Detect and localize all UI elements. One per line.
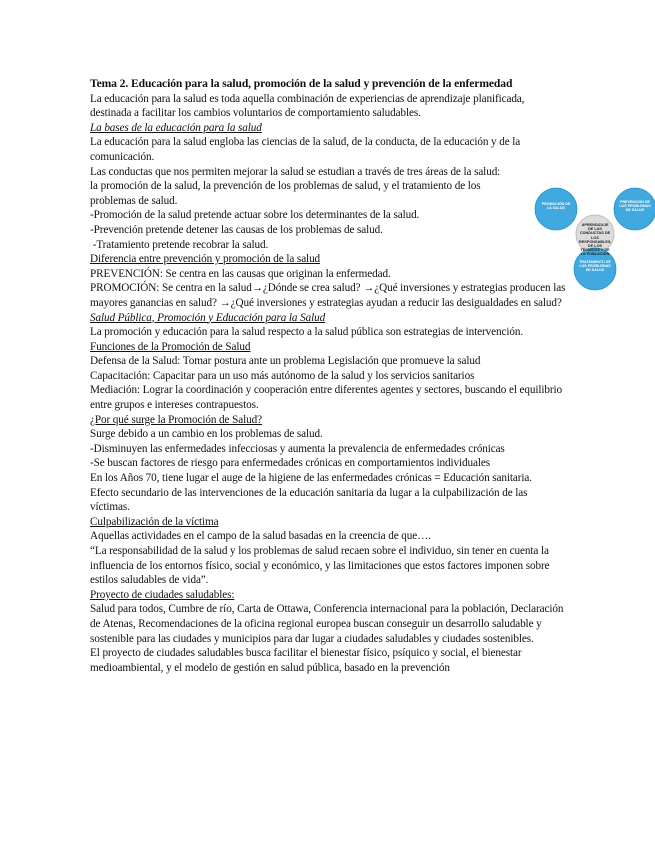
paragraph: La educación para la salud engloba las ciencias de la salud, de la conducta, de la educación y de la comunicación.	[90, 136, 521, 163]
document-body	[90, 77, 568, 675]
diagram-label-tratamiento: TRATAMIENTO DE LOS PROBLEMAS DE SALUD	[579, 260, 611, 273]
section-heading-funciones: Funciones de la Promoción de Salud	[90, 340, 251, 353]
paragraph: -Se buscan factores de riesgo para enfermedades crónicas en comportamientos individuales	[90, 457, 491, 470]
paragraph: Las conductas que nos permiten mejorar la salud se estudian a través de tres áreas de la salud: la promoción de la salud, la prevención de los problemas de salud, y el tratamiento de los problemas de salud.	[90, 165, 501, 207]
paragraph: -Disminuyen las enfermedades infecciosas y aumenta la prevalencia de enfermedades crónicas	[90, 442, 505, 455]
paragraph: Aquellas actividades en el campo de la salud basadas en la creencia de que….	[90, 530, 431, 543]
paragraph: -Prevención pretende detener las causas de los problemas de salud.	[90, 223, 383, 236]
section-heading-proyecto: Proyecto de ciudades saludables:	[90, 588, 235, 601]
paragraph: La educación para la salud es toda aquella combinación de experiencias de aprendizaje planificada, destinada a facilitar los cambios voluntarios de comportamiento saludables.	[90, 92, 525, 120]
paragraph: Defensa de la Salud: Tomar postura ante un problema Legislación que promueve la salud	[90, 355, 481, 368]
diagram-label-aprendizaje: APRENDIZAJE DE LAS CONDUCTAS DE LOS RESPONSABLES, DE LOS TÉCNICOS Y DE LA POBLACIÓN	[579, 223, 612, 257]
paragraph: Surge debido a un cambio en los problemas de salud.	[90, 428, 323, 441]
section-heading-salud-publica: Salud Pública, Promoción y Educación para la Salud	[90, 311, 326, 324]
document-title: Tema 2. Educación para la salud, promoción de la salud y prevención de la enfermedad	[90, 77, 513, 90]
section-heading-porque: ¿Por qué surge la Promoción de Salud?	[90, 413, 262, 426]
paragraph: -Tratamiento pretende recobrar la salud.	[90, 238, 269, 251]
diagram-label-promocion: PROMOCIÓN DE LA SALUD	[541, 202, 571, 211]
paragraph: La promoción y educación para la salud respecto a la salud pública son estrategias de intervención.	[90, 326, 524, 339]
paragraph: Capacitación: Capacitar para un uso más autónomo de la salud y los servicios sanitarios	[90, 369, 475, 382]
section-heading-culpa: Culpabilización de la víctima	[90, 515, 219, 528]
section-heading-bases: La bases de la educación para la salud	[90, 121, 262, 134]
health-areas-diagram	[529, 185, 655, 293]
paragraph: “La responsabilidad de la salud y los problemas de salud recaen sobre el individuo, sin tener en cuenta la influencia de los entornos físico, social y económico, y las limitaciones que estos factores imponen sobre estilos saludables de vida”.	[90, 545, 550, 587]
paragraph: El proyecto de ciudades saludables busca facilitar el bienestar físico, psíquico y social, el bienestar medioambiental, y el modelo de gestión en salud pública, basado en la prevención	[90, 647, 522, 674]
paragraph: -Promoción de la salud pretende actuar sobre los determinantes de la salud.	[90, 209, 420, 222]
paragraph: Salud para todos, Cumbre de río, Carta de Ottawa, Conferencia internacional para la población, Declaración de Atenas, Recomendaciones de la oficina regional europea buscan conseguir un desarrollo saludable y sostenible para las ciudades y municipios para dar lugar a ciudades saludables y ciudades sostenibles.	[90, 603, 564, 645]
section-heading-diferencia: Diferencia entre prevención y promoción de la salud	[90, 253, 321, 266]
paragraph: Mediación: Lograr la coordinación y cooperación entre diferentes agentes y sectores, buscando el equilibrio entre grupos e intereses contrapuestos.	[90, 384, 563, 412]
paragraph: En los Años 70, tiene lugar el auge de la higiene de las enfermedades crónicas = Educación sanitaria.	[90, 472, 532, 485]
paragraph: Efecto secundario de las intervenciones de la educación sanitaria da lugar a la culpabilización de las víctimas.	[90, 486, 528, 514]
diagram-label-prevencion: PREVENCIÓN DE LOS PROBLEMAS DE SALUD	[619, 200, 651, 213]
paragraph: PROMOCIÓN: Se centra en la salud→¿Dónde se crea salud? →¿Qué inversiones y estrategias producen las mayores ganancias en salud? →¿Qué inversiones y estrategias ayudan a reducir las desigualdades en salud?	[90, 282, 566, 309]
paragraph: PREVENCIÓN: Se centra en las causas que originan la enfermedad.	[90, 267, 391, 280]
